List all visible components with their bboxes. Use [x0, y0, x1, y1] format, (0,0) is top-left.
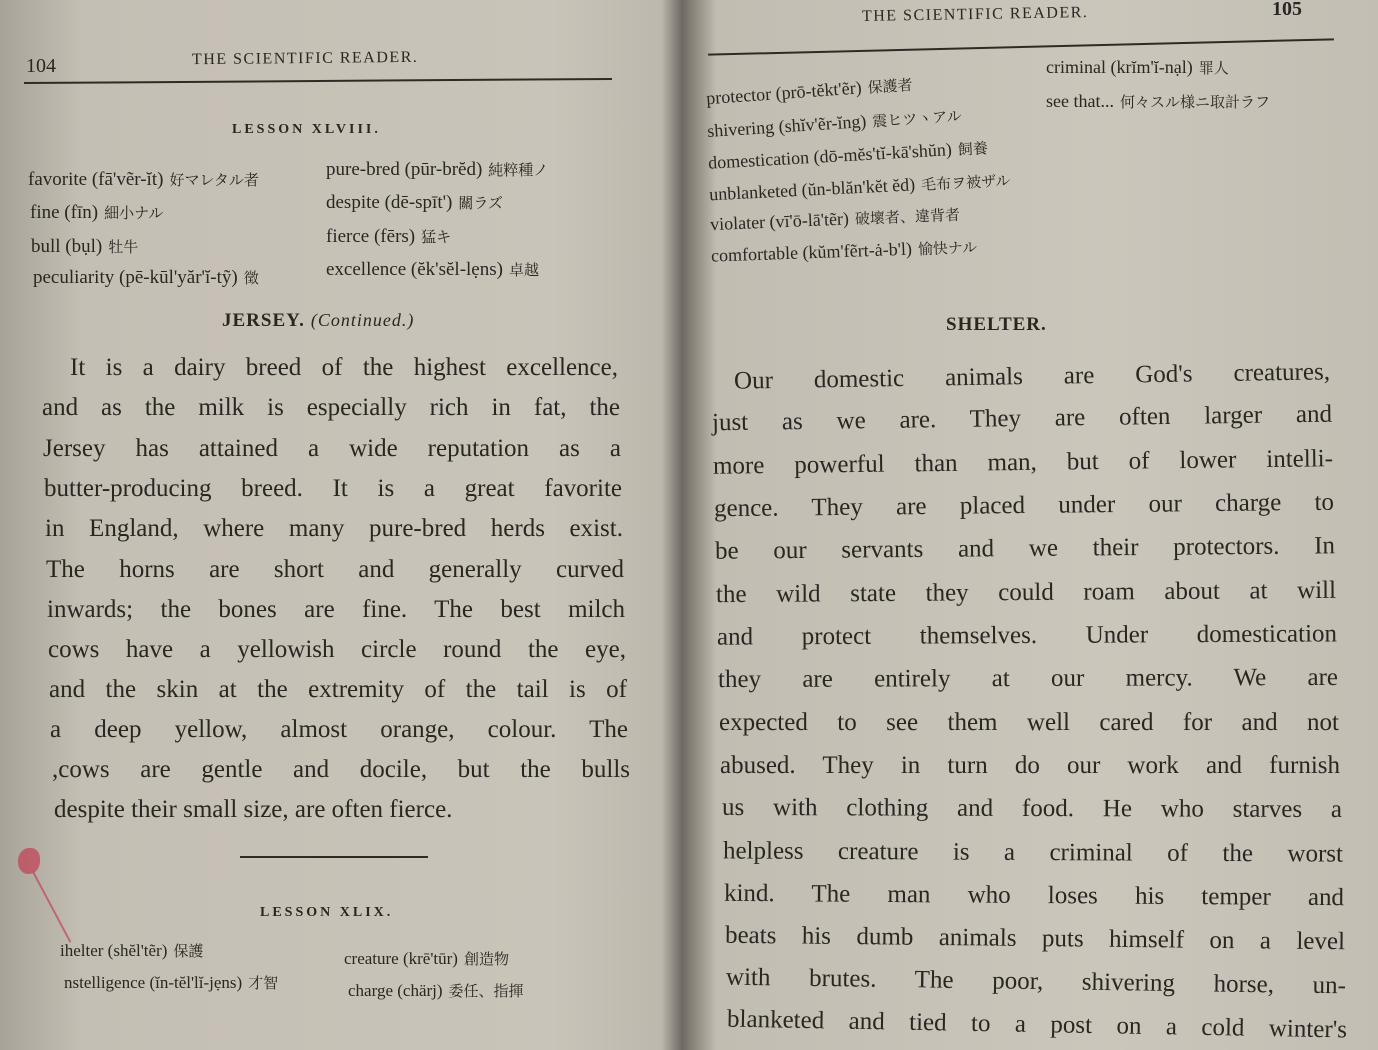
- vocab-item: charge (chärj) 委任、指揮: [348, 981, 524, 1000]
- body-line: cows have a yellowish circle round the eye,: [48, 636, 626, 663]
- vocab-item: protector (prō-tĕkt'ẽr) 保護者: [705, 75, 914, 109]
- body-line: ,cows are gentle and docile, but the bulls: [52, 756, 630, 783]
- body-line: blanketed and tied to a post on a cold winter's: [726, 1005, 1348, 1044]
- page-number: 105: [1272, 0, 1302, 20]
- vocab-item: shivering (shĭv'ẽr-ĭng) 震ヒツヽアル: [706, 107, 963, 141]
- vocab-item: favorite (fā'vẽr-ĭt) 好マレタル者: [28, 169, 259, 190]
- vocab-item: ihelter (shĕl'tẽr) 保護: [60, 941, 204, 960]
- body-line: beats his dumb animals puts himself on a level: [724, 921, 1346, 956]
- running-head: THE SCIENTIFIC READER.: [861, 4, 1089, 25]
- body-line: be our servants and we their protectors. In: [714, 532, 1336, 565]
- vocab-item: despite (dē-spīt') 關ラズ: [326, 192, 503, 213]
- vocab-item: bull (bụl) 牡牛: [31, 236, 139, 257]
- body-line: butter-producing breed. It is a great favorite: [44, 475, 622, 502]
- vocab-item: fine (fīn) 細小ナル: [30, 202, 164, 223]
- running-head: THE SCIENTIFIC READER.: [191, 48, 419, 69]
- ink-line: [32, 871, 71, 943]
- header-rule: [708, 38, 1334, 55]
- body-line: more powerful than man, but of lower intelli-: [712, 445, 1334, 480]
- section-title: JERSEY. (Continued.): [222, 310, 415, 331]
- vocab-item: nstelligence (ĭn-tĕl'lĭ-jẹns) 才智: [64, 973, 279, 992]
- body-line: inwards; the bones are fine. The best milch: [47, 596, 625, 623]
- page-number: 104: [26, 55, 56, 77]
- vocab-item: fierce (fērs) 猛キ: [326, 226, 452, 247]
- vocab-item: peculiarity (pē-kūl'yăr'ĭ-tỹ) 徵: [33, 267, 259, 288]
- vocab-item: criminal (krĭm'ĭ-nạl) 罪人: [1046, 57, 1229, 77]
- body-line: the wild state they could roam about at will: [715, 576, 1337, 609]
- vocab-item: violater (vī'ō-lā'tẽr) 破壞者、違背者: [709, 205, 961, 235]
- ink-stain: [18, 848, 40, 874]
- body-line: abused. They in turn do our work and furnish: [720, 752, 1340, 779]
- body-line: expected to see them well cared for and not: [719, 709, 1339, 736]
- body-line: with brutes. The poor, shivering horse, un-: [725, 963, 1347, 1000]
- body-line: and protect themselves. Under domestication: [716, 620, 1338, 651]
- body-line: us with clothing and food. He who starves a: [721, 793, 1343, 824]
- body-line: a deep yellow, almost orange, colour. The: [50, 716, 628, 743]
- right-page: [690, 0, 1378, 1050]
- body-line: they are entirely at our mercy. We are: [717, 663, 1339, 694]
- body-line: kind. The man who loses his temper and: [723, 879, 1345, 912]
- body-line: gence. They are placed under our charge to: [713, 488, 1335, 523]
- vocab-item: domestication (dō-mĕs'tĭ-kā'shŭn) 飼養: [707, 139, 989, 173]
- body-line: Our domestic animals are God's creatures,: [733, 358, 1331, 395]
- body-line: helpless creature is a criminal of the worst: [722, 837, 1344, 868]
- body-line: in England, where many pure-bred herds exist.: [45, 515, 623, 542]
- body-line: despite their small size, are often fierce.: [54, 796, 453, 823]
- left-page: [0, 0, 680, 1050]
- vocab-item: unblanketed (ŭn-blăn'kĕt ĕd) 毛布ヲ被ザル: [708, 171, 1011, 205]
- vocab-item: see that... 何々スル様ニ取計ラフ: [1046, 91, 1270, 111]
- section-note: (Continued.): [310, 310, 415, 330]
- header-rule: [24, 78, 612, 84]
- body-line: and as the milk is especially rich in fat, the: [42, 394, 620, 421]
- vocab-item: comfortable (kŭm'fẽrt-ȧ-b'l) 愉快ナル: [710, 238, 978, 266]
- lesson-title: LESSON XLIX.: [260, 905, 394, 920]
- vocab-item: excellence (ĕk'sĕl-lẹns) 卓越: [326, 259, 539, 280]
- lesson-title: LESSON XLVIII.: [232, 122, 381, 137]
- vocab-item: creature (krē'tūr) 創造物: [344, 949, 509, 968]
- vocab-item: pure-bred (pūr-brĕd) 純粹種ノ: [326, 159, 549, 180]
- section-title: SHELTER.: [946, 314, 1047, 335]
- section-divider: [240, 856, 428, 858]
- body-line: It is a dairy breed of the highest excellence,: [70, 354, 618, 381]
- body-line: The horns are short and generally curved: [46, 556, 624, 583]
- body-line: and the skin at the extremity of the tail is of: [49, 676, 627, 703]
- body-line: just as we are. They are often larger and: [711, 400, 1333, 437]
- body-line: Jersey has attained a wide reputation as a: [43, 435, 621, 462]
